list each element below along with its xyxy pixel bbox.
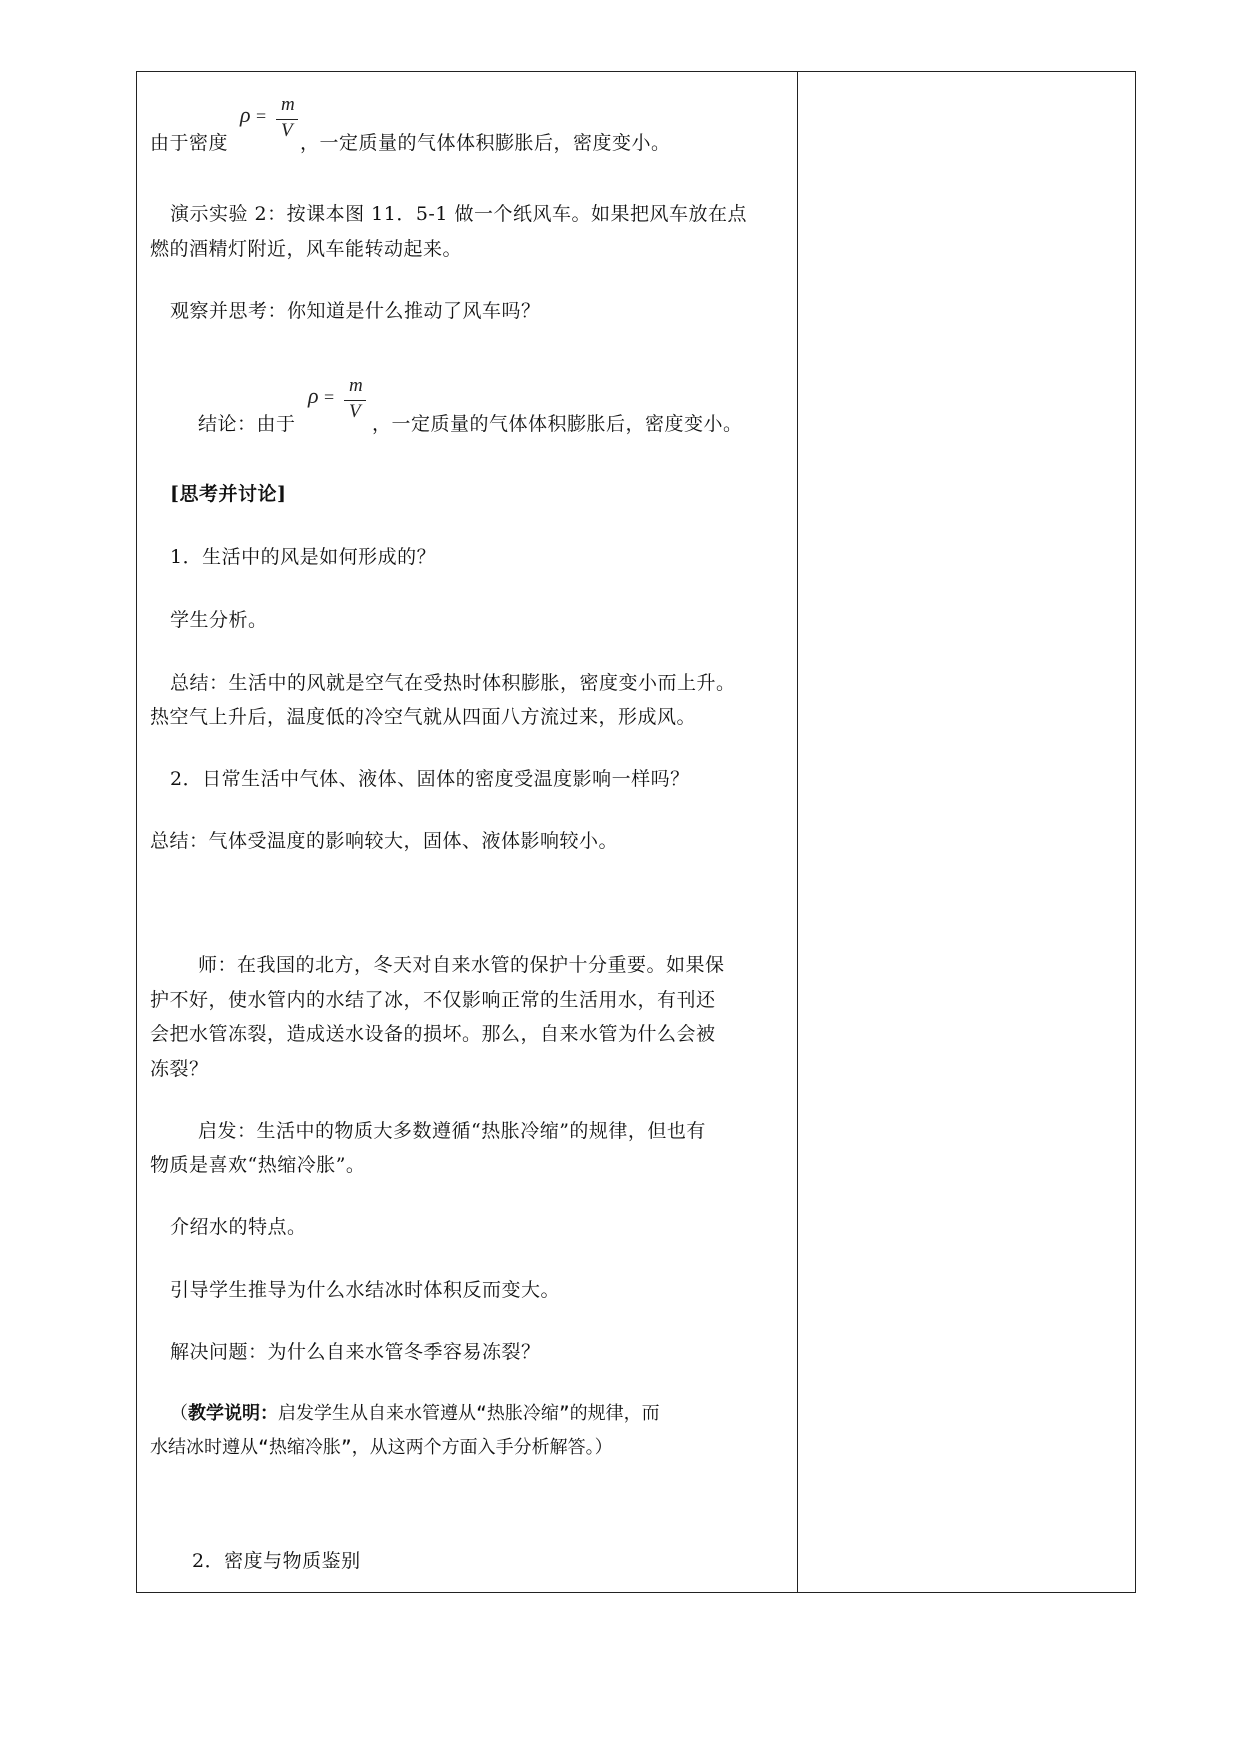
teaching-note-line-1	[170, 1397, 660, 1431]
text-line-10: 热空气上升后，温度低的冷空气就从四面八方流过来，形成风。	[150, 706, 697, 728]
column-divider	[797, 72, 798, 1592]
text-line-15: 会把水管冻裂，造成送水设备的损坏。那么，自来水管为什么会被	[150, 1023, 716, 1045]
text-line-8: 学生分析。	[170, 609, 268, 631]
formula-equals: =	[256, 106, 267, 126]
text-line-5-prefix: 结论：由于	[198, 413, 296, 435]
text-line-7: 1．生活中的风是如何形成的？	[170, 546, 437, 568]
formula-rho: ρ	[308, 383, 319, 408]
text-line-2: 演示实验 2：按课本图 11．5-1 做一个纸风车。如果把风车放在点	[170, 203, 747, 225]
formula-equals: =	[324, 387, 335, 407]
section-heading-discussion: [思考并讨论]	[170, 483, 287, 505]
text-line-19: 介绍水的特点。	[170, 1216, 307, 1238]
text-line-13: 师：在我国的北方，冬天对自来水管的保护十分重要。如果保	[198, 954, 725, 976]
text-line-20: 引导学生推导为什么水结冰时体积反而变大。	[170, 1279, 561, 1301]
text-line-16: 冻裂？	[150, 1058, 209, 1080]
formula-numerator: m	[349, 375, 363, 396]
formula-denominator: V	[349, 401, 361, 422]
text-line-11: 2．日常生活中气体、液体、固体的密度受温度影响一样吗？	[170, 768, 690, 790]
text-line-21: 解决问题：为什么自来水管冬季容易冻裂？	[170, 1341, 541, 1363]
formula-numerator: m	[281, 94, 295, 115]
text-line-5-suffix: ，一定质量的气体体积膨胀后，密度变小。	[372, 413, 743, 435]
text-line-9: 总结：生活中的风就是空气在受热时体积膨胀，密度变小而上升。	[170, 672, 736, 694]
formula-rho: ρ	[240, 102, 251, 127]
text-line-3: 燃的酒精灯附近，风车能转动起来。	[150, 238, 463, 260]
text-line-17: 启发：生活中的物质大多数遵循“热胀冷缩”的规律，但也有	[198, 1120, 706, 1142]
text-line-18: 物质是喜欢“热缩冷胀”。	[150, 1154, 366, 1176]
formula-denominator: V	[281, 120, 293, 141]
teaching-note-line-2: 水结冰时遵从“热缩冷胀”，从这两个方面入手分析解答。）	[150, 1437, 613, 1458]
density-formula-2	[308, 377, 368, 437]
teaching-note-open-paren: （	[170, 1403, 188, 1424]
teaching-note-label: 教学说明：	[188, 1403, 278, 1424]
text-line-1-prefix: 由于密度	[150, 132, 229, 154]
text-line-1-suffix: ，一定质量的气体体积膨胀后，密度变小。	[300, 132, 671, 154]
density-formula-1	[240, 96, 300, 156]
text-line-4: 观察并思考：你知道是什么推动了风车吗？	[170, 300, 541, 322]
text-line-12: 总结：气体受温度的影响较大，固体、液体影响较小。	[150, 830, 619, 852]
text-line-14: 护不好，使水管内的水结了冰，不仅影响正常的生活用水，有刊还	[150, 989, 716, 1011]
text-line-24: 2．密度与物质鉴别	[192, 1550, 361, 1572]
teaching-note-text: 启发学生从自来水管遵从“热胀冷缩”的规律，而	[278, 1403, 660, 1424]
